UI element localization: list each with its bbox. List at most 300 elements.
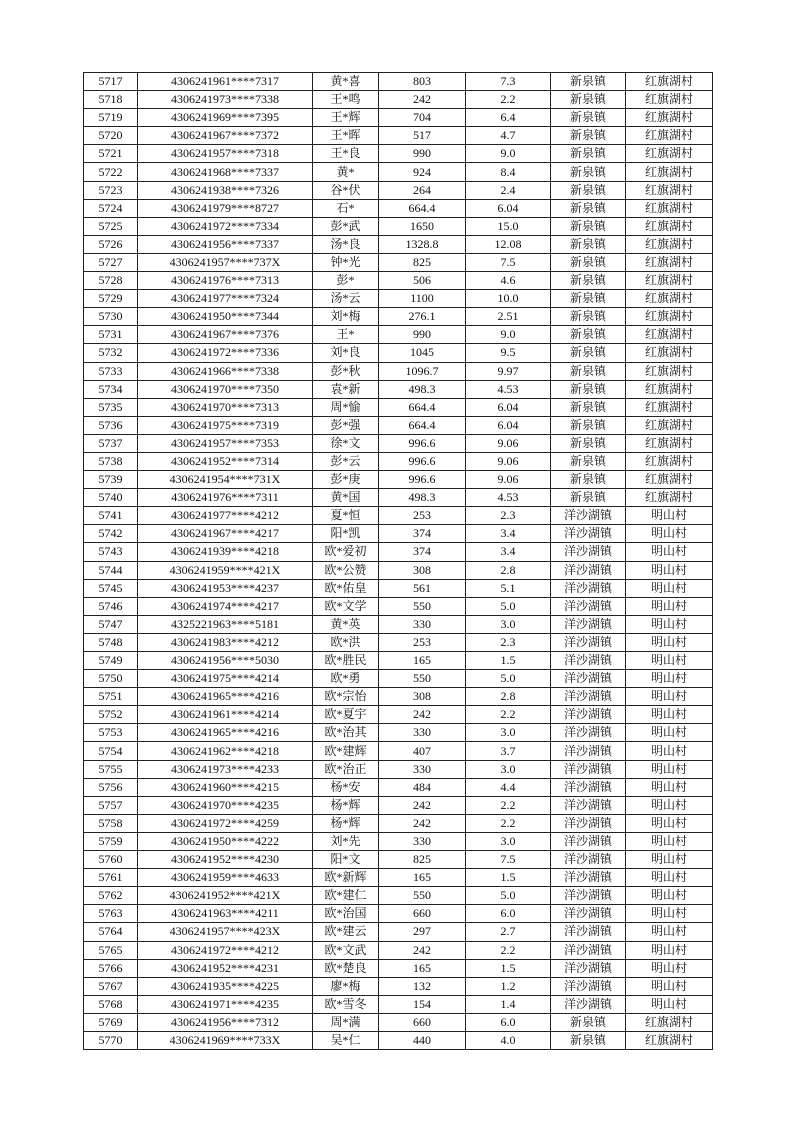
table-row bbox=[84, 832, 713, 850]
table-row bbox=[84, 561, 713, 579]
amount-cell: 132 bbox=[379, 977, 466, 995]
amount-cell: 996.6 bbox=[379, 452, 466, 470]
quantity-cell: 5.0 bbox=[466, 670, 551, 688]
amount-cell: 550 bbox=[379, 887, 466, 905]
id-number-cell: 4306241961****7317 bbox=[138, 73, 313, 91]
name-cell: 杨*安 bbox=[313, 778, 379, 796]
table-row bbox=[84, 489, 713, 507]
row-number-cell: 5767 bbox=[84, 977, 138, 995]
amount-cell: 550 bbox=[379, 597, 466, 615]
village-cell: 红旗湖村 bbox=[626, 181, 713, 199]
village-cell: 明山村 bbox=[626, 814, 713, 832]
town-cell: 新泉镇 bbox=[551, 308, 626, 326]
quantity-cell: 9.06 bbox=[466, 471, 551, 489]
village-cell: 红旗湖村 bbox=[626, 398, 713, 416]
village-cell: 红旗湖村 bbox=[626, 235, 713, 253]
table-row bbox=[84, 959, 713, 977]
quantity-cell: 7.3 bbox=[466, 73, 551, 91]
village-cell: 明山村 bbox=[626, 633, 713, 651]
village-cell: 红旗湖村 bbox=[626, 416, 713, 434]
name-cell: 欧*爱初 bbox=[313, 543, 379, 561]
id-number-cell: 4306241972****4259 bbox=[138, 814, 313, 832]
row-number-cell: 5735 bbox=[84, 398, 138, 416]
row-number-cell: 5770 bbox=[84, 1031, 138, 1049]
table-row bbox=[84, 905, 713, 923]
name-cell: 欧*夏宇 bbox=[313, 706, 379, 724]
table-row bbox=[84, 597, 713, 615]
quantity-cell: 6.0 bbox=[466, 1013, 551, 1031]
village-cell: 红旗湖村 bbox=[626, 145, 713, 163]
village-cell: 红旗湖村 bbox=[626, 471, 713, 489]
row-number-cell: 5730 bbox=[84, 308, 138, 326]
table-row bbox=[84, 977, 713, 995]
amount-cell: 242 bbox=[379, 814, 466, 832]
quantity-cell: 4.6 bbox=[466, 272, 551, 290]
row-number-cell: 5751 bbox=[84, 688, 138, 706]
quantity-cell: 6.0 bbox=[466, 905, 551, 923]
name-cell: 欧*雪冬 bbox=[313, 995, 379, 1013]
id-number-cell: 4306241979****8727 bbox=[138, 199, 313, 217]
name-cell: 欧*建仁 bbox=[313, 887, 379, 905]
town-cell: 新泉镇 bbox=[551, 127, 626, 145]
row-number-cell: 5752 bbox=[84, 706, 138, 724]
id-number-cell: 4306241983****4212 bbox=[138, 633, 313, 651]
amount-cell: 330 bbox=[379, 832, 466, 850]
quantity-cell: 7.5 bbox=[466, 253, 551, 271]
name-cell: 欧*文武 bbox=[313, 941, 379, 959]
town-cell: 洋沙湖镇 bbox=[551, 851, 626, 869]
table-row bbox=[84, 416, 713, 434]
amount-cell: 440 bbox=[379, 1031, 466, 1049]
records-table bbox=[83, 72, 713, 1050]
village-cell: 明山村 bbox=[626, 597, 713, 615]
amount-cell: 498.3 bbox=[379, 380, 466, 398]
village-cell: 明山村 bbox=[626, 977, 713, 995]
amount-cell: 242 bbox=[379, 706, 466, 724]
name-cell: 刘*良 bbox=[313, 344, 379, 362]
name-cell: 石* bbox=[313, 199, 379, 217]
table-row bbox=[84, 633, 713, 651]
amount-cell: 1328.8 bbox=[379, 235, 466, 253]
id-number-cell: 4306241974****4217 bbox=[138, 597, 313, 615]
town-cell: 新泉镇 bbox=[551, 199, 626, 217]
id-number-cell: 4306241957****7318 bbox=[138, 145, 313, 163]
village-cell: 红旗湖村 bbox=[626, 127, 713, 145]
name-cell: 欧*新辉 bbox=[313, 869, 379, 887]
village-cell: 红旗湖村 bbox=[626, 326, 713, 344]
amount-cell: 276.1 bbox=[379, 308, 466, 326]
id-number-cell: 4306241972****7334 bbox=[138, 217, 313, 235]
town-cell: 新泉镇 bbox=[551, 181, 626, 199]
row-number-cell: 5746 bbox=[84, 597, 138, 615]
name-cell: 彭*云 bbox=[313, 452, 379, 470]
id-number-cell: 4306241957****737X bbox=[138, 253, 313, 271]
row-number-cell: 5765 bbox=[84, 941, 138, 959]
name-cell: 彭*强 bbox=[313, 416, 379, 434]
quantity-cell: 4.7 bbox=[466, 127, 551, 145]
quantity-cell: 6.4 bbox=[466, 109, 551, 127]
town-cell: 洋沙湖镇 bbox=[551, 887, 626, 905]
village-cell: 明山村 bbox=[626, 796, 713, 814]
row-number-cell: 5718 bbox=[84, 91, 138, 109]
id-number-cell: 4306241959****421X bbox=[138, 561, 313, 579]
town-cell: 新泉镇 bbox=[551, 145, 626, 163]
table-row bbox=[84, 199, 713, 217]
town-cell: 新泉镇 bbox=[551, 416, 626, 434]
town-cell: 新泉镇 bbox=[551, 471, 626, 489]
town-cell: 洋沙湖镇 bbox=[551, 507, 626, 525]
table-row bbox=[84, 724, 713, 742]
quantity-cell: 2.2 bbox=[466, 91, 551, 109]
row-number-cell: 5761 bbox=[84, 869, 138, 887]
town-cell: 洋沙湖镇 bbox=[551, 670, 626, 688]
quantity-cell: 12.08 bbox=[466, 235, 551, 253]
amount-cell: 803 bbox=[379, 73, 466, 91]
row-number-cell: 5769 bbox=[84, 1013, 138, 1031]
amount-cell: 242 bbox=[379, 91, 466, 109]
amount-cell: 264 bbox=[379, 181, 466, 199]
row-number-cell: 5717 bbox=[84, 73, 138, 91]
name-cell: 欧*公赞 bbox=[313, 561, 379, 579]
id-number-cell: 4306241960****4215 bbox=[138, 778, 313, 796]
name-cell: 汤*良 bbox=[313, 235, 379, 253]
name-cell: 王*晖 bbox=[313, 127, 379, 145]
id-number-cell: 4306241965****4216 bbox=[138, 688, 313, 706]
row-number-cell: 5723 bbox=[84, 181, 138, 199]
row-number-cell: 5726 bbox=[84, 235, 138, 253]
village-cell: 明山村 bbox=[626, 652, 713, 670]
town-cell: 洋沙湖镇 bbox=[551, 923, 626, 941]
village-cell: 明山村 bbox=[626, 959, 713, 977]
town-cell: 洋沙湖镇 bbox=[551, 869, 626, 887]
name-cell: 欧*佑皇 bbox=[313, 579, 379, 597]
row-number-cell: 5740 bbox=[84, 489, 138, 507]
village-cell: 红旗湖村 bbox=[626, 344, 713, 362]
village-cell: 红旗湖村 bbox=[626, 272, 713, 290]
row-number-cell: 5728 bbox=[84, 272, 138, 290]
town-cell: 洋沙湖镇 bbox=[551, 615, 626, 633]
amount-cell: 165 bbox=[379, 959, 466, 977]
village-cell: 明山村 bbox=[626, 832, 713, 850]
town-cell: 新泉镇 bbox=[551, 163, 626, 181]
amount-cell: 498.3 bbox=[379, 489, 466, 507]
id-number-cell: 4306241967****4217 bbox=[138, 525, 313, 543]
row-number-cell: 5745 bbox=[84, 579, 138, 597]
table-row bbox=[84, 887, 713, 905]
town-cell: 洋沙湖镇 bbox=[551, 543, 626, 561]
name-cell: 欧*宗怡 bbox=[313, 688, 379, 706]
id-number-cell: 4306241938****7326 bbox=[138, 181, 313, 199]
name-cell: 欧*胜民 bbox=[313, 652, 379, 670]
town-cell: 新泉镇 bbox=[551, 489, 626, 507]
amount-cell: 990 bbox=[379, 326, 466, 344]
quantity-cell: 8.4 bbox=[466, 163, 551, 181]
town-cell: 洋沙湖镇 bbox=[551, 778, 626, 796]
id-number-cell: 4306241971****4235 bbox=[138, 995, 313, 1013]
town-cell: 洋沙湖镇 bbox=[551, 724, 626, 742]
town-cell: 洋沙湖镇 bbox=[551, 597, 626, 615]
amount-cell: 242 bbox=[379, 796, 466, 814]
id-number-cell: 4306241970****4235 bbox=[138, 796, 313, 814]
row-number-cell: 5724 bbox=[84, 199, 138, 217]
name-cell: 刘*梅 bbox=[313, 308, 379, 326]
records-table-body bbox=[84, 73, 713, 1050]
amount-cell: 484 bbox=[379, 778, 466, 796]
row-number-cell: 5738 bbox=[84, 452, 138, 470]
town-cell: 洋沙湖镇 bbox=[551, 995, 626, 1013]
name-cell: 彭*武 bbox=[313, 217, 379, 235]
row-number-cell: 5733 bbox=[84, 362, 138, 380]
village-cell: 红旗湖村 bbox=[626, 163, 713, 181]
id-number-cell: 4306241959****4633 bbox=[138, 869, 313, 887]
table-row bbox=[84, 1013, 713, 1031]
town-cell: 洋沙湖镇 bbox=[551, 561, 626, 579]
amount-cell: 330 bbox=[379, 724, 466, 742]
name-cell: 徐*文 bbox=[313, 434, 379, 452]
quantity-cell: 15.0 bbox=[466, 217, 551, 235]
row-number-cell: 5763 bbox=[84, 905, 138, 923]
id-number-cell: 4306241950****7344 bbox=[138, 308, 313, 326]
id-number-cell: 4306241961****4214 bbox=[138, 706, 313, 724]
village-cell: 明山村 bbox=[626, 561, 713, 579]
name-cell: 黄* bbox=[313, 163, 379, 181]
id-number-cell: 4306241952****4231 bbox=[138, 959, 313, 977]
amount-cell: 242 bbox=[379, 941, 466, 959]
village-cell: 红旗湖村 bbox=[626, 380, 713, 398]
town-cell: 新泉镇 bbox=[551, 272, 626, 290]
village-cell: 明山村 bbox=[626, 995, 713, 1013]
table-row bbox=[84, 145, 713, 163]
table-row bbox=[84, 127, 713, 145]
town-cell: 洋沙湖镇 bbox=[551, 652, 626, 670]
village-cell: 红旗湖村 bbox=[626, 452, 713, 470]
row-number-cell: 5753 bbox=[84, 724, 138, 742]
id-number-cell: 4306241952****4230 bbox=[138, 851, 313, 869]
town-cell: 新泉镇 bbox=[551, 253, 626, 271]
quantity-cell: 1.5 bbox=[466, 652, 551, 670]
town-cell: 新泉镇 bbox=[551, 452, 626, 470]
quantity-cell: 2.2 bbox=[466, 706, 551, 724]
id-number-cell: 4306241963****4211 bbox=[138, 905, 313, 923]
quantity-cell: 3.7 bbox=[466, 742, 551, 760]
town-cell: 新泉镇 bbox=[551, 362, 626, 380]
row-number-cell: 5757 bbox=[84, 796, 138, 814]
row-number-cell: 5731 bbox=[84, 326, 138, 344]
village-cell: 红旗湖村 bbox=[626, 308, 713, 326]
name-cell: 欧*治其 bbox=[313, 724, 379, 742]
village-cell: 明山村 bbox=[626, 525, 713, 543]
village-cell: 红旗湖村 bbox=[626, 362, 713, 380]
name-cell: 杨*辉 bbox=[313, 796, 379, 814]
table-row bbox=[84, 452, 713, 470]
id-number-cell: 4306241950****4222 bbox=[138, 832, 313, 850]
name-cell: 彭* bbox=[313, 272, 379, 290]
quantity-cell: 3.0 bbox=[466, 832, 551, 850]
town-cell: 新泉镇 bbox=[551, 326, 626, 344]
id-number-cell: 4306241957****423X bbox=[138, 923, 313, 941]
table-row bbox=[84, 652, 713, 670]
table-row bbox=[84, 941, 713, 959]
id-number-cell: 4306241977****7324 bbox=[138, 290, 313, 308]
quantity-cell: 1.4 bbox=[466, 995, 551, 1013]
amount-cell: 550 bbox=[379, 670, 466, 688]
amount-cell: 660 bbox=[379, 1013, 466, 1031]
row-number-cell: 5748 bbox=[84, 633, 138, 651]
id-number-cell: 4306241962****4218 bbox=[138, 742, 313, 760]
village-cell: 红旗湖村 bbox=[626, 91, 713, 109]
town-cell: 新泉镇 bbox=[551, 217, 626, 235]
id-number-cell: 4306241966****7338 bbox=[138, 362, 313, 380]
quantity-cell: 3.4 bbox=[466, 543, 551, 561]
village-cell: 明山村 bbox=[626, 778, 713, 796]
amount-cell: 308 bbox=[379, 561, 466, 579]
id-number-cell: 4306241967****7376 bbox=[138, 326, 313, 344]
name-cell: 欧*勇 bbox=[313, 670, 379, 688]
amount-cell: 374 bbox=[379, 543, 466, 561]
name-cell: 汤*云 bbox=[313, 290, 379, 308]
village-cell: 红旗湖村 bbox=[626, 1013, 713, 1031]
amount-cell: 990 bbox=[379, 145, 466, 163]
village-cell: 明山村 bbox=[626, 851, 713, 869]
id-number-cell: 4306241976****7311 bbox=[138, 489, 313, 507]
village-cell: 明山村 bbox=[626, 670, 713, 688]
quantity-cell: 4.53 bbox=[466, 489, 551, 507]
row-number-cell: 5759 bbox=[84, 832, 138, 850]
table-row bbox=[84, 308, 713, 326]
village-cell: 明山村 bbox=[626, 905, 713, 923]
table-row bbox=[84, 670, 713, 688]
table-row bbox=[84, 579, 713, 597]
village-cell: 红旗湖村 bbox=[626, 290, 713, 308]
town-cell: 新泉镇 bbox=[551, 91, 626, 109]
row-number-cell: 5725 bbox=[84, 217, 138, 235]
id-number-cell: 4306241973****4233 bbox=[138, 760, 313, 778]
quantity-cell: 1.5 bbox=[466, 869, 551, 887]
quantity-cell: 6.04 bbox=[466, 199, 551, 217]
table-row bbox=[84, 1031, 713, 1049]
row-number-cell: 5758 bbox=[84, 814, 138, 832]
quantity-cell: 9.5 bbox=[466, 344, 551, 362]
name-cell: 吴*仁 bbox=[313, 1031, 379, 1049]
table-row bbox=[84, 525, 713, 543]
town-cell: 新泉镇 bbox=[551, 398, 626, 416]
row-number-cell: 5720 bbox=[84, 127, 138, 145]
row-number-cell: 5737 bbox=[84, 434, 138, 452]
amount-cell: 1045 bbox=[379, 344, 466, 362]
table-row bbox=[84, 778, 713, 796]
id-number-cell: 4306241953****4237 bbox=[138, 579, 313, 597]
name-cell: 廖*梅 bbox=[313, 977, 379, 995]
name-cell: 王*鸣 bbox=[313, 91, 379, 109]
quantity-cell: 9.06 bbox=[466, 434, 551, 452]
quantity-cell: 3.0 bbox=[466, 615, 551, 633]
town-cell: 洋沙湖镇 bbox=[551, 706, 626, 724]
village-cell: 明山村 bbox=[626, 688, 713, 706]
name-cell: 阳*凯 bbox=[313, 525, 379, 543]
row-number-cell: 5742 bbox=[84, 525, 138, 543]
name-cell: 周*愉 bbox=[313, 398, 379, 416]
quantity-cell: 4.4 bbox=[466, 778, 551, 796]
amount-cell: 517 bbox=[379, 127, 466, 145]
village-cell: 红旗湖村 bbox=[626, 109, 713, 127]
row-number-cell: 5721 bbox=[84, 145, 138, 163]
table-row bbox=[84, 434, 713, 452]
quantity-cell: 9.0 bbox=[466, 326, 551, 344]
name-cell: 王*辉 bbox=[313, 109, 379, 127]
table-row bbox=[84, 543, 713, 561]
quantity-cell: 2.51 bbox=[466, 308, 551, 326]
town-cell: 新泉镇 bbox=[551, 235, 626, 253]
quantity-cell: 3.0 bbox=[466, 760, 551, 778]
village-cell: 明山村 bbox=[626, 724, 713, 742]
amount-cell: 664.4 bbox=[379, 416, 466, 434]
town-cell: 洋沙湖镇 bbox=[551, 688, 626, 706]
amount-cell: 308 bbox=[379, 688, 466, 706]
village-cell: 明山村 bbox=[626, 923, 713, 941]
table-row bbox=[84, 814, 713, 832]
quantity-cell: 3.0 bbox=[466, 724, 551, 742]
table-row bbox=[84, 217, 713, 235]
row-number-cell: 5749 bbox=[84, 652, 138, 670]
quantity-cell: 10.0 bbox=[466, 290, 551, 308]
table-row bbox=[84, 235, 713, 253]
table-row bbox=[84, 796, 713, 814]
amount-cell: 253 bbox=[379, 633, 466, 651]
quantity-cell: 2.8 bbox=[466, 561, 551, 579]
id-number-cell: 4306241969****733X bbox=[138, 1031, 313, 1049]
name-cell: 彭*庚 bbox=[313, 471, 379, 489]
village-cell: 红旗湖村 bbox=[626, 217, 713, 235]
table-row bbox=[84, 91, 713, 109]
village-cell: 明山村 bbox=[626, 887, 713, 905]
amount-cell: 996.6 bbox=[379, 471, 466, 489]
town-cell: 洋沙湖镇 bbox=[551, 633, 626, 651]
id-number-cell: 4306241976****7313 bbox=[138, 272, 313, 290]
name-cell: 欧*治正 bbox=[313, 760, 379, 778]
table-row bbox=[84, 181, 713, 199]
quantity-cell: 2.2 bbox=[466, 814, 551, 832]
table-row bbox=[84, 398, 713, 416]
village-cell: 明山村 bbox=[626, 760, 713, 778]
amount-cell: 704 bbox=[379, 109, 466, 127]
town-cell: 洋沙湖镇 bbox=[551, 977, 626, 995]
amount-cell: 561 bbox=[379, 579, 466, 597]
quantity-cell: 1.5 bbox=[466, 959, 551, 977]
amount-cell: 664.4 bbox=[379, 398, 466, 416]
town-cell: 新泉镇 bbox=[551, 109, 626, 127]
id-number-cell: 4306241939****4218 bbox=[138, 543, 313, 561]
id-number-cell: 4306241970****7350 bbox=[138, 380, 313, 398]
row-number-cell: 5734 bbox=[84, 380, 138, 398]
town-cell: 洋沙湖镇 bbox=[551, 796, 626, 814]
table-row bbox=[84, 73, 713, 91]
quantity-cell: 2.8 bbox=[466, 688, 551, 706]
row-number-cell: 5755 bbox=[84, 760, 138, 778]
id-number-cell: 4306241952****421X bbox=[138, 887, 313, 905]
name-cell: 谷*伏 bbox=[313, 181, 379, 199]
id-number-cell: 4306241970****7313 bbox=[138, 398, 313, 416]
table-row bbox=[84, 615, 713, 633]
village-cell: 明山村 bbox=[626, 579, 713, 597]
amount-cell: 506 bbox=[379, 272, 466, 290]
amount-cell: 660 bbox=[379, 905, 466, 923]
row-number-cell: 5754 bbox=[84, 742, 138, 760]
table-row bbox=[84, 326, 713, 344]
town-cell: 洋沙湖镇 bbox=[551, 959, 626, 977]
id-number-cell: 4306241935****4225 bbox=[138, 977, 313, 995]
table-row bbox=[84, 760, 713, 778]
name-cell: 袁*新 bbox=[313, 380, 379, 398]
